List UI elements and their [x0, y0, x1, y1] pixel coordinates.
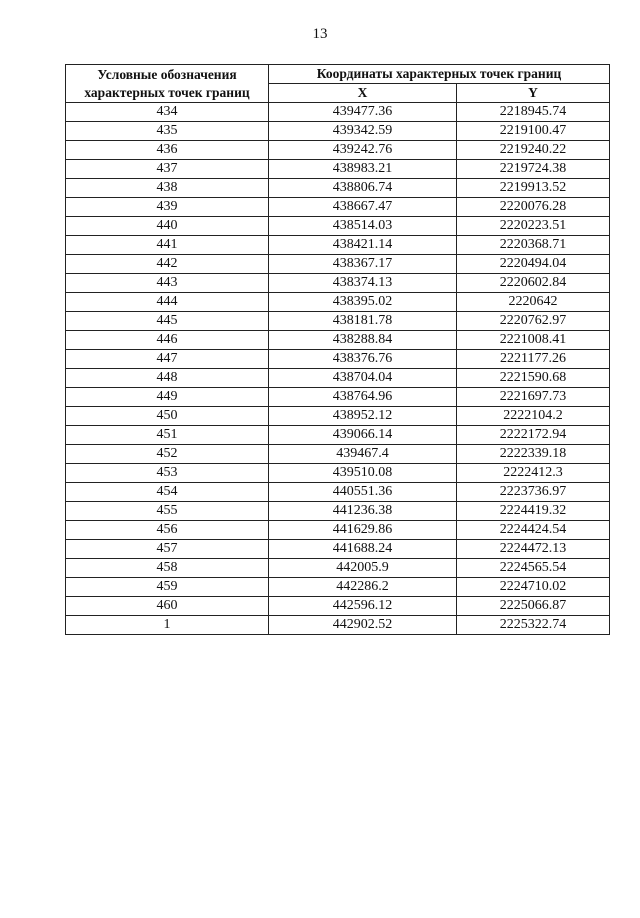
point-cell: 454: [66, 483, 269, 502]
x-cell: 442902.52: [269, 616, 457, 635]
table-row: [66, 293, 610, 312]
table-row: [66, 540, 610, 559]
header-x: X: [269, 84, 457, 103]
y-cell: 2222412.3: [457, 464, 610, 483]
table-row: [66, 198, 610, 217]
y-cell: 2219724.38: [457, 160, 610, 179]
y-cell: 2220368.71: [457, 236, 610, 255]
point-cell: 443: [66, 274, 269, 293]
x-cell: 438514.03: [269, 217, 457, 236]
x-cell: 439066.14: [269, 426, 457, 445]
point-cell: 1: [66, 616, 269, 635]
y-cell: 2220642: [457, 293, 610, 312]
table-row: [66, 103, 610, 122]
y-cell: 2225322.74: [457, 616, 610, 635]
point-cell: 445: [66, 312, 269, 331]
point-cell: 444: [66, 293, 269, 312]
point-cell: 455: [66, 502, 269, 521]
y-cell: 2223736.97: [457, 483, 610, 502]
x-cell: 439510.08: [269, 464, 457, 483]
x-cell: 438374.13: [269, 274, 457, 293]
table-row: [66, 141, 610, 160]
point-cell: 441: [66, 236, 269, 255]
x-cell: 442286.2: [269, 578, 457, 597]
table-row: [66, 616, 610, 635]
table-row: [66, 483, 610, 502]
point-cell: 460: [66, 597, 269, 616]
table-row: [66, 521, 610, 540]
point-cell: 440: [66, 217, 269, 236]
table-row: [66, 426, 610, 445]
x-cell: 440551.36: [269, 483, 457, 502]
y-cell: 2221697.73: [457, 388, 610, 407]
x-cell: 439477.36: [269, 103, 457, 122]
y-cell: 2219100.47: [457, 122, 610, 141]
x-cell: 438667.47: [269, 198, 457, 217]
point-cell: 458: [66, 559, 269, 578]
point-cell: 439: [66, 198, 269, 217]
x-cell: 438806.74: [269, 179, 457, 198]
table-row: [66, 407, 610, 426]
y-cell: 2222172.94: [457, 426, 610, 445]
table-row: [66, 350, 610, 369]
x-cell: 441688.24: [269, 540, 457, 559]
x-cell: 438421.14: [269, 236, 457, 255]
header-coordinates: Координаты характерных точек границ: [269, 65, 610, 84]
x-cell: 438181.78: [269, 312, 457, 331]
y-cell: 2222339.18: [457, 445, 610, 464]
table-row: [66, 179, 610, 198]
point-cell: 442: [66, 255, 269, 274]
table-row: [66, 559, 610, 578]
table-row: [66, 388, 610, 407]
y-cell: 2220223.51: [457, 217, 610, 236]
coordinates-table: [65, 64, 610, 635]
x-cell: 439342.59: [269, 122, 457, 141]
header-y: Y: [457, 84, 610, 103]
y-cell: 2220076.28: [457, 198, 610, 217]
table-row: [66, 578, 610, 597]
page-number: 13: [312, 26, 328, 42]
x-cell: 438764.96: [269, 388, 457, 407]
y-cell: 2220602.84: [457, 274, 610, 293]
table-row: [66, 331, 610, 350]
table-row: [66, 217, 610, 236]
x-cell: 438395.02: [269, 293, 457, 312]
point-cell: 452: [66, 445, 269, 464]
table-row: [66, 369, 610, 388]
table-body: [66, 103, 610, 635]
table-row: [66, 160, 610, 179]
x-cell: 441236.38: [269, 502, 457, 521]
x-cell: 438367.17: [269, 255, 457, 274]
table-row: [66, 597, 610, 616]
point-cell: 447: [66, 350, 269, 369]
y-cell: 2224424.54: [457, 521, 610, 540]
point-cell: 451: [66, 426, 269, 445]
x-cell: 438376.76: [269, 350, 457, 369]
point-cell: 448: [66, 369, 269, 388]
table-row: [66, 312, 610, 331]
y-cell: 2219240.22: [457, 141, 610, 160]
y-cell: 2224419.32: [457, 502, 610, 521]
y-cell: 2221177.26: [457, 350, 610, 369]
table-header: [66, 65, 610, 103]
y-cell: 2220494.04: [457, 255, 610, 274]
table-row: [66, 445, 610, 464]
y-cell: 2219913.52: [457, 179, 610, 198]
y-cell: 2225066.87: [457, 597, 610, 616]
y-cell: 2220762.97: [457, 312, 610, 331]
table-row: [66, 464, 610, 483]
x-cell: 442005.9: [269, 559, 457, 578]
y-cell: 2224472.13: [457, 540, 610, 559]
point-cell: 450: [66, 407, 269, 426]
point-cell: 436: [66, 141, 269, 160]
x-cell: 438288.84: [269, 331, 457, 350]
y-cell: 2221008.41: [457, 331, 610, 350]
x-cell: 438704.04: [269, 369, 457, 388]
point-cell: 438: [66, 179, 269, 198]
y-cell: 2224710.02: [457, 578, 610, 597]
point-cell: 435: [66, 122, 269, 141]
x-cell: 441629.86: [269, 521, 457, 540]
y-cell: 2221590.68: [457, 369, 610, 388]
point-cell: 446: [66, 331, 269, 350]
point-cell: 453: [66, 464, 269, 483]
y-cell: 2222104.2: [457, 407, 610, 426]
point-cell: 456: [66, 521, 269, 540]
x-cell: 442596.12: [269, 597, 457, 616]
y-cell: 2224565.54: [457, 559, 610, 578]
y-cell: 2218945.74: [457, 103, 610, 122]
table-row: [66, 236, 610, 255]
header-point-label: Условные обозначения характерных точек границ: [66, 65, 269, 103]
table-row: [66, 255, 610, 274]
point-cell: 434: [66, 103, 269, 122]
x-cell: 439242.76: [269, 141, 457, 160]
table-row: [66, 274, 610, 293]
x-cell: 438952.12: [269, 407, 457, 426]
point-cell: 457: [66, 540, 269, 559]
point-cell: 459: [66, 578, 269, 597]
point-cell: 449: [66, 388, 269, 407]
table-row: [66, 502, 610, 521]
x-cell: 438983.21: [269, 160, 457, 179]
x-cell: 439467.4: [269, 445, 457, 464]
table-row: [66, 122, 610, 141]
point-cell: 437: [66, 160, 269, 179]
